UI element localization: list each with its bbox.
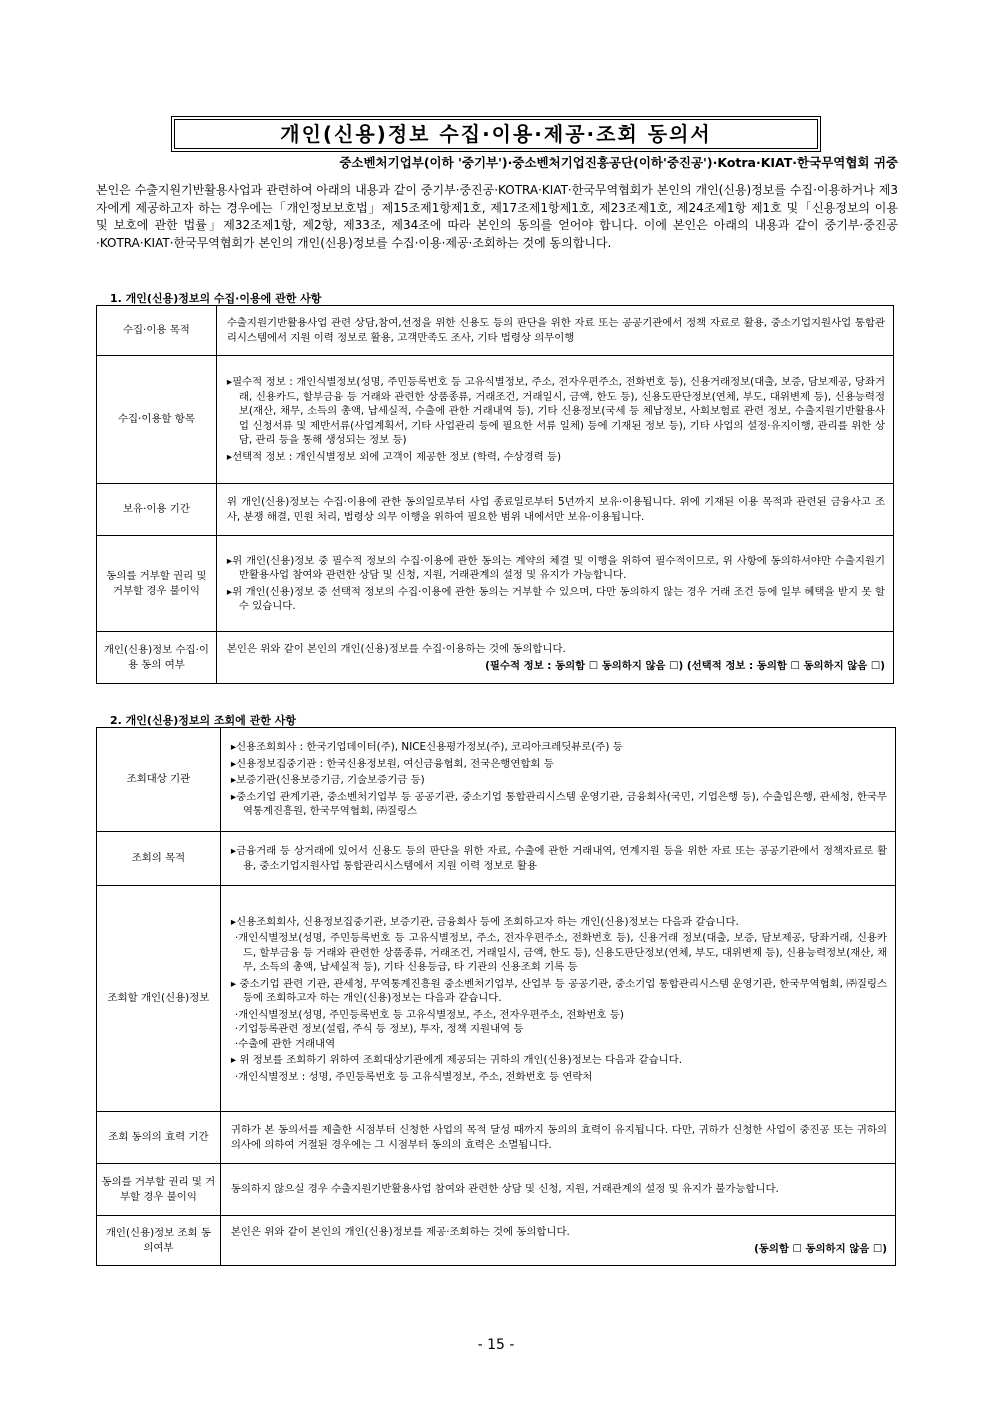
table-row	[97, 632, 894, 684]
inquiry-purpose-text: ▸금융거래 등 상거래에 있어서 신용도 등의 판단을 위한 자료, 수출에 관한 거래내역, 연계지원 등을 위한 자료 또는 공공기관에서 정책자료로 활용, 중소기업지원사업 통합관리시스템에서 지원 이력 정보로 활용	[230, 845, 887, 872]
orgs-public: ▸중소기업 관계기관, 중소벤처기업부 등 공공기관, 중소기업 통합관리시스템 운영기관, 금융회사(국민, 기업은행 등), 수출입은행, 관세청, 한국무역통계진흥원, 한국무역협회, ㈜질링스	[230, 790, 887, 818]
refuse-required: ▸위 개인(신용)정보 중 필수적 정보의 수집·이용에 관한 동의는 계약의 체결 및 이행을 위하여 필수적이므로, 위 사항에 동의하셔야만 수출지원기반활용사업 참여와 관련한 상담 및 신청, 지원, 거래관계의 설정 및 유지가 가능합니다.	[226, 554, 885, 581]
consent-text: 본인은 위와 같이 본인의 개인(신용)정보를 수집·이용하는 것에 동의합니다.	[226, 643, 566, 655]
intro-paragraph: 본인은 수출지원기반활용사업과 관련하여 아래의 내용과 같이 중기부·중진공·KOTRA·KIAT·한국무역협회가 본인의 개인(신용)정보를 수집·이용하거나 제3자에게 제공하고자 하는 경우에는「개인정보보호법」제15조제1항제1호, 제17조제1항제1호, 제23조제1호, 제24조제1항 제1호 및「신용정보의 이용 및 보호에 관한 법률」제32조제1항, 제2항, 제33조, 제34조에 따라 본인의 동의를 얻어야 합니다. 이에 본인은 아래의 내용과 같이 중기부·중진공·KOTRA·KIAT·한국무역협회가 본인의 개인(신용)정보를 수집·이용·제공·조회하는 것에 동의합니다.	[96, 183, 898, 250]
purpose-label: 수집·이용 목적	[97, 306, 217, 356]
table-row	[97, 536, 894, 632]
section1-table	[96, 305, 894, 684]
items-optional: ▸선택적 정보 : 개인식별정보 외에 고객이 제공한 정보 (학력, 수상경력 등)	[226, 450, 562, 463]
document-subtitle: 중소벤처기업부(이하 '중기부')·중소벤처기업진흥공단(이하'중진공')·Kotra·KIAT·한국무역협회 귀중	[339, 155, 898, 170]
refuse-optional: ▸위 개인(신용)정보 중 선택적 정보의 수집·이용에 관한 동의는 거부할 수 있으며, 다만 동의하지 않는 경우 거래 조건 등에 일부 혜택을 받지 못 할 수 있습니다.	[226, 585, 885, 612]
orgs-cell	[220, 728, 895, 832]
document-title-box	[174, 119, 818, 149]
inquiry-purpose-label: 조회의 목적	[97, 832, 221, 886]
inquiry-consent-cell	[220, 1216, 895, 1266]
info-subitem: ·수출에 관한 거래내역	[234, 1037, 336, 1050]
section2-table	[96, 727, 896, 1266]
items-required: ▸필수적 정보 : 개인식별정보(성명, 주민등록번호 등 고유식별정보, 주소, 전자우편주소, 전화번호 등), 신용거래정보(대출, 보증, 담보제공, 당좌거래, 신용카드, 할부금융 등 거래와 관련한 상품종류, 거래조건, 거래일시, 금액, 한도 등), 신용도판단정보(연체, 부도, 대위변제 등), 신용능력정보(재산, 채무, 소득의 총액, 납세실적, 수출에 관한 거래내역 등), 기타 신용정보(국세 등 체납정보, 사회보험료 관련 정보, 수출지원기반활용사업 신청서류 및 제반서류(사업계획서, 기타 사업관리 등에 필요한 서류 일체) 등에 기재된 정보 등), 기타 사업의 설정·유지이행, 관리를 위한 상담, 관리 등을 통해 생성되는 정보 등)	[226, 376, 885, 446]
inquiry-consent-text: 본인은 위와 같이 본인의 개인(신용)정보를 제공·조회하는 것에 동의합니다.	[230, 1226, 570, 1238]
info-subitem: ·기업등록관련 정보(설립, 주식 등 정보), 투자, 정책 지원내역 등	[234, 1023, 524, 1036]
info-subitem: ·개인식별정보(성명, 주민등록번호 등 고유식별정보, 주소, 전자우편주소, 전화번호 등), 신용거래 정보(대출, 보증, 담보제공, 당좌거래, 신용카드, 할부금융 등 거래와 관련한 상품종류, 거래조건, 거래일시, 금액, 한도 등), 신용도판단정보(연체, 부도, 대위변제 등), 신용능력정보(재산, 채무, 소득의 총액, 납세실적 등), 기타 신용등급, 타 기관의 신용조회 기록 등	[234, 932, 887, 974]
section2-title: 2. 개인(신용)정보의 조회에 관한 사항	[110, 714, 296, 727]
validity-label: 조회 동의의 효력 기간	[97, 1112, 221, 1164]
page-number: - 15 -	[477, 1337, 515, 1353]
section1-title: 1. 개인(신용)정보의 수집·이용에 관한 사항	[110, 292, 322, 305]
info-item: ▸신용조회회사, 신용정보집중기관, 보증기관, 금융회사 등에 조회하고자 하는 개인(신용)정보는 다음과 같습니다.	[230, 915, 739, 928]
info-item: ▸ 위 정보를 조회하기 위하여 조회대상기관에게 제공되는 귀하의 개인(신용)정보는 다음과 같습니다.	[230, 1054, 683, 1067]
table-row	[97, 832, 896, 886]
refuse-label: 동의를 거부할 권리 및 거부할 경우 불이익	[97, 536, 217, 632]
table-row	[97, 1216, 896, 1266]
table-row	[97, 484, 894, 536]
table-row	[97, 356, 894, 484]
info-subitem: ·개인식별정보(성명, 주민등록번호 등 고유식별정보, 주소, 전자우편주소, 전화번호 등)	[234, 1008, 624, 1021]
orgs-guarantee: ▸보증기관(신용보증기금, 기술보증기금 등)	[230, 774, 425, 787]
info-item: ▸ 중소기업 관련 기관, 관세청, 무역통계진흥원 중소벤처기업부, 산업부 등 공공기관, 중소기업 통합관리시스템 운영기관, 한국무역협회, ㈜질링스 등에 조회하고자 하는 개인(신용)정보는 다음과 같습니다.	[230, 977, 887, 1005]
inquiry-refuse-label: 동의를 거부할 권리 및 거부할 경우 불이익	[97, 1164, 221, 1216]
validity-text: 귀하가 본 동의서를 제출한 시점부터 신청한 사업의 목적 달성 때까지 동의의 효력이 유지됩니다. 다만, 귀하가 신청한 사업이 중진공 또는 귀하의 의사에 의하여 거절된 경우에는 그 시점부터 동의의 효력은 소멸됩니다.	[220, 1112, 895, 1164]
refuse-cell	[216, 536, 893, 632]
document-title: 개인(신용)정보 수집·이용·제공·조회 동의서	[280, 122, 712, 146]
consent-checkboxes[interactable]: (필수적 정보 : 동의함 ☐ 동의하지 않음 ☐) (선택적 정보 : 동의함 ☐ 동의하지 않음 ☐)	[485, 659, 885, 672]
inquiry-refuse-text: 동의하지 않으실 경우 수출지원기반활용사업 참여와 관련한 상담 및 신청, 지원, 거래관계의 설정 및 유지가 불가능합니다.	[220, 1164, 895, 1216]
table-row	[97, 1112, 896, 1164]
inquiry-consent-label: 개인(신용)정보 조회 동의여부	[97, 1216, 221, 1266]
orgs-credit-center: ▸신용정보집중기관 : 한국신용정보원, 여신금융협회, 전국은행연합회 등	[230, 757, 554, 770]
orgs-credit-bureau: ▸신용조회회사 : 한국기업데이터(주), NICE신용평가정보(주), 코리아크레딧뷰로(주) 등	[230, 741, 623, 754]
purpose-text: 수출지원기반활용사업 관련 상담,참여,선정을 위한 신용도 등의 판단을 위한 자료 또는 공공기관에서 정책 자료로 활용, 중소기업지원사업 통합관리시스템에서 지원 이력 정보로 활용, 고객만족도 조사, 기타 법령상 의무이행	[216, 306, 893, 356]
inquiry-purpose-cell	[220, 832, 895, 886]
table-row	[97, 886, 896, 1112]
items-cell	[216, 356, 893, 484]
items-label: 수집·이용할 항목	[97, 356, 217, 484]
period-label: 보유·이용 기간	[97, 484, 217, 536]
table-row	[97, 306, 894, 356]
table-row	[97, 728, 896, 832]
consent-cell	[216, 632, 893, 684]
period-text: 위 개인(신용)정보는 수집·이용에 관한 동의일로부터 사업 종료일로부터 5년까지 보유·이용됩니다. 위에 기재된 이용 목적과 관련된 금융사고 조사, 분쟁 해결, 민원 처리, 법령상 의무 이행을 위하여 필요한 범위 내에서만 보유·이용됩니다.	[216, 484, 893, 536]
inquiry-consent-checkboxes[interactable]: (동의함 ☐ 동의하지 않음 ☐)	[754, 1242, 887, 1255]
inquiry-info-label: 조회할 개인(신용)정보	[97, 886, 221, 1112]
orgs-label: 조회대상 기관	[97, 728, 221, 832]
info-subitem: ·개인식별정보 : 성명, 주민등록번호 등 고유식별정보, 주소, 전화번호 등 연락처	[234, 1070, 593, 1083]
table-row	[97, 1164, 896, 1216]
consent-label: 개인(신용)정보 수집·이용 동의 여부	[97, 632, 217, 684]
inquiry-info-cell	[220, 886, 895, 1112]
